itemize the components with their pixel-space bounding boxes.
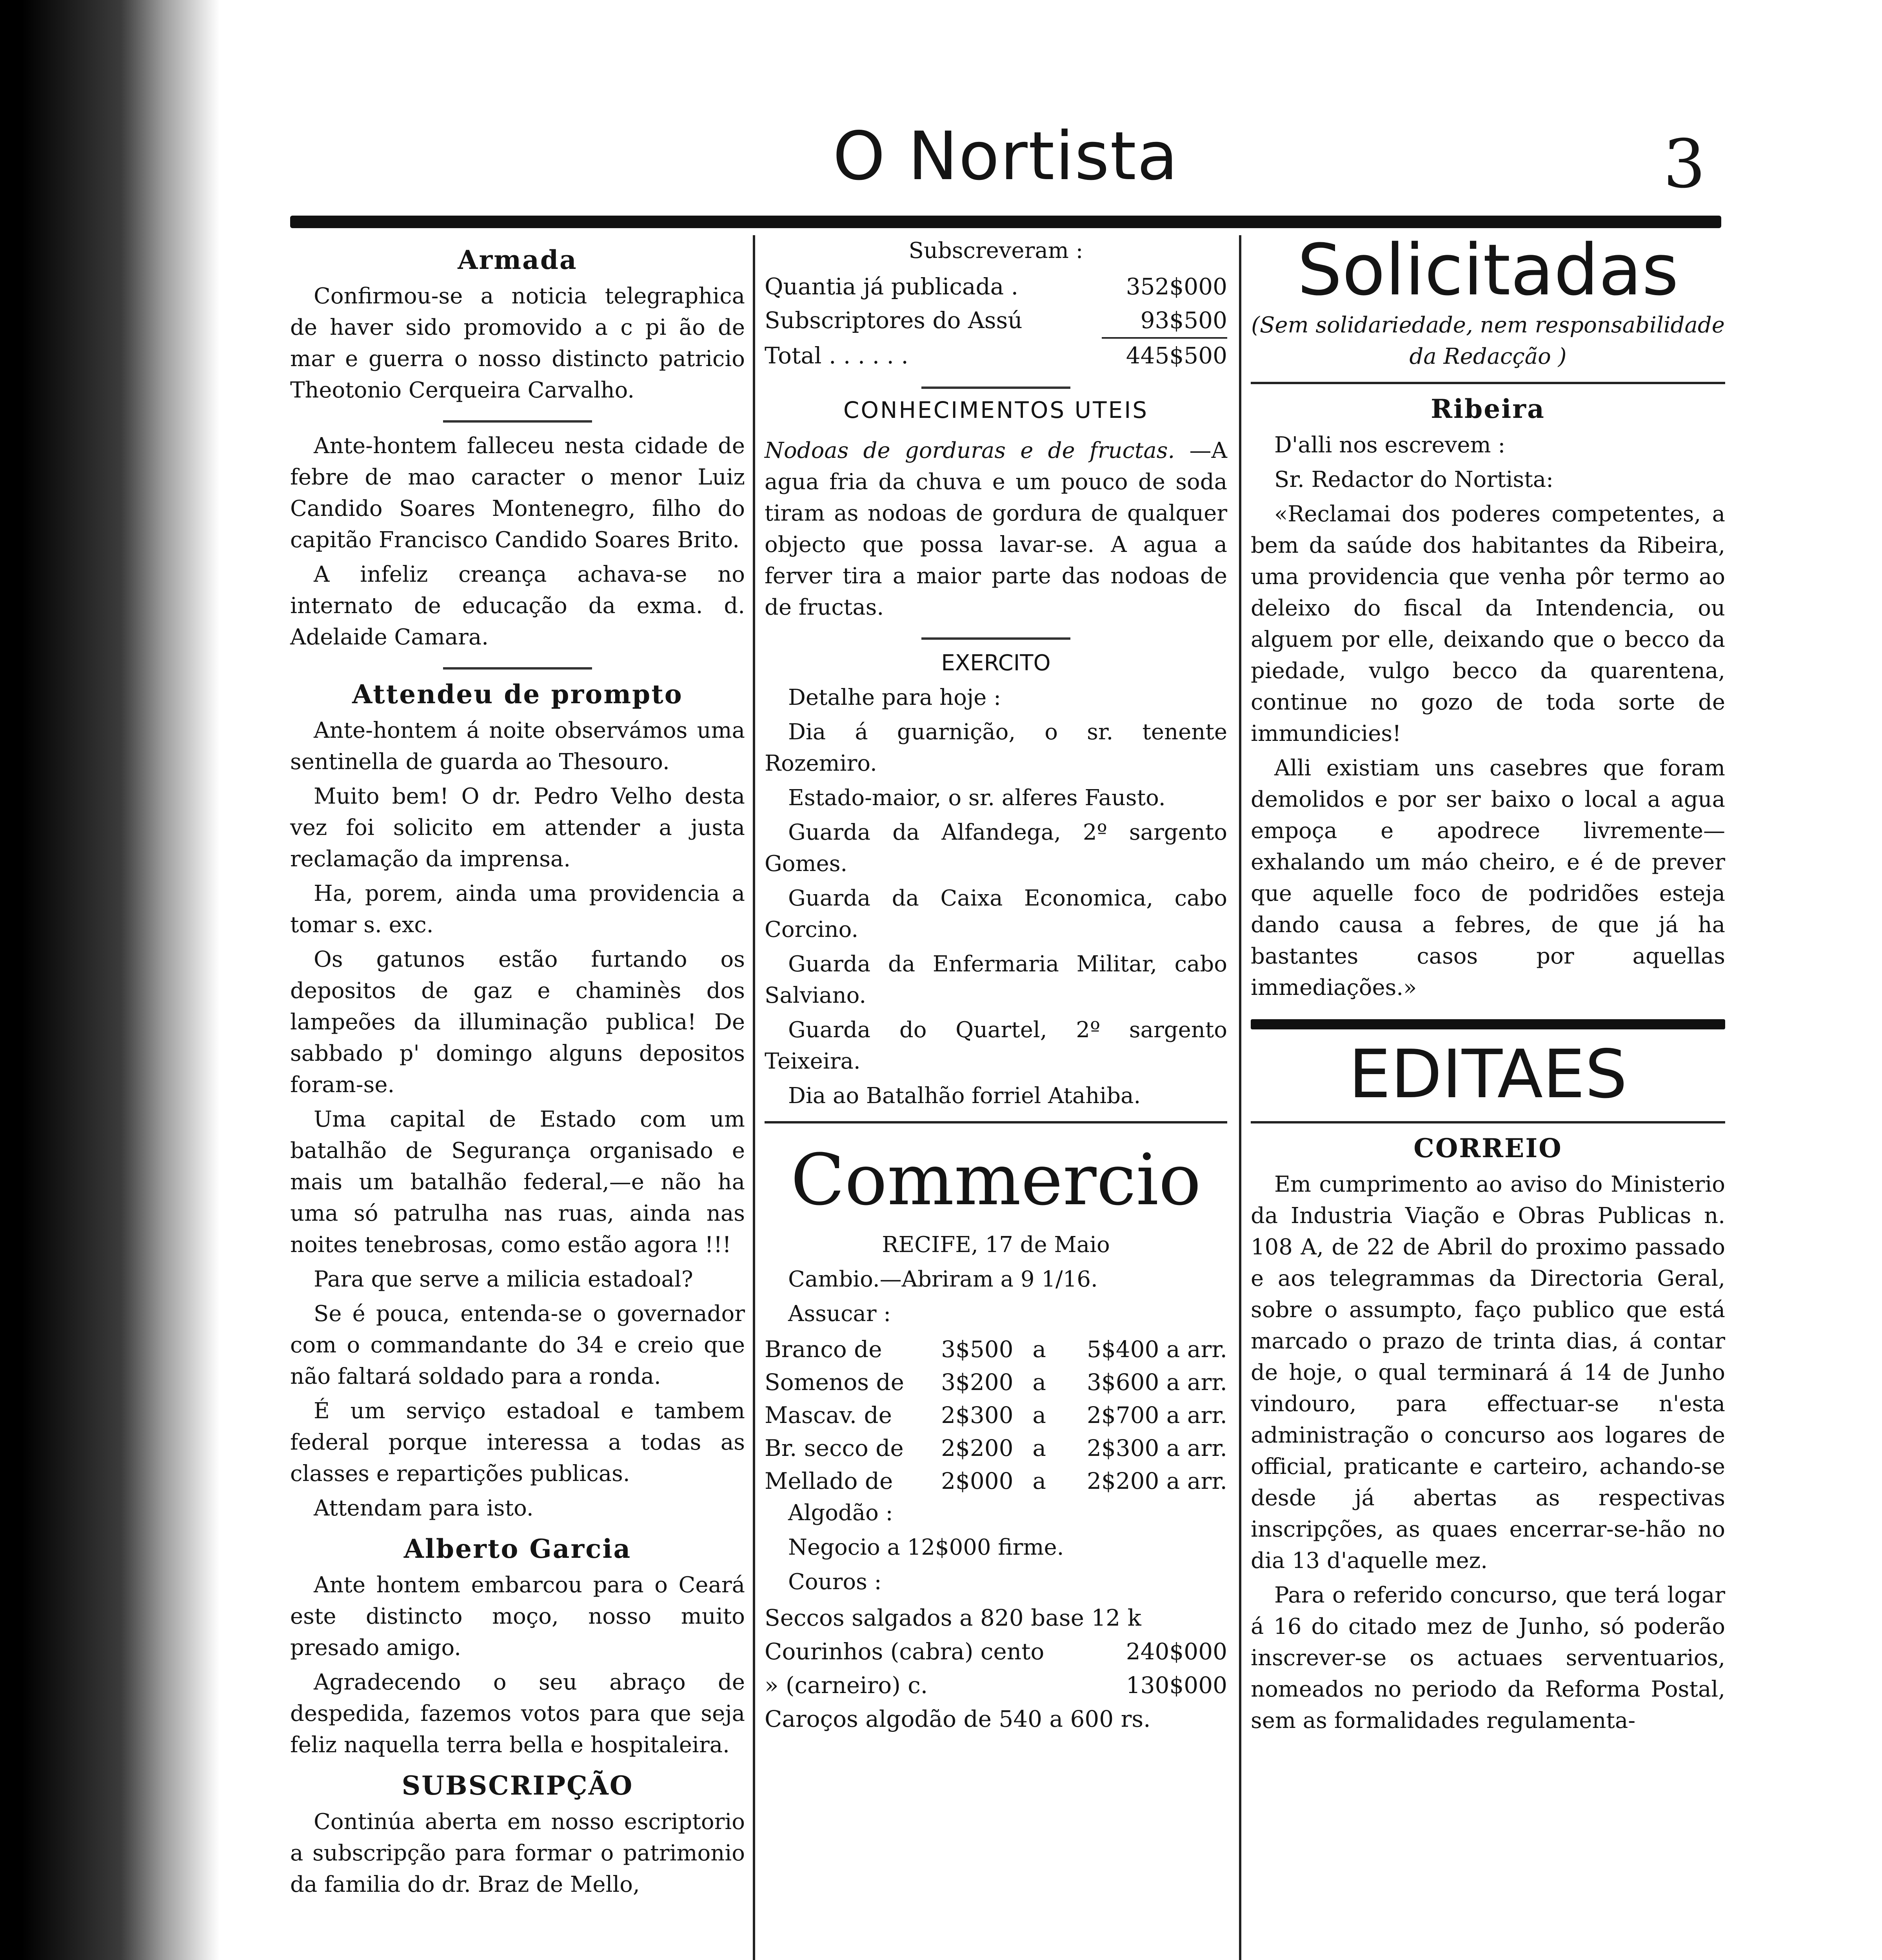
list-item: Guarda do Quartel, 2º sargento Teixeira. <box>765 1017 1227 1074</box>
table-cell: 2$200 a arr. <box>1086 1468 1227 1494</box>
separator <box>1251 1121 1725 1123</box>
article-paragraph: «Reclamai dos poderes competentes, a bem da saúde dos habitantes da Ribeira, uma providencia que venha pôr termo ao deleixo do fiscal da Intendencia, ou alguem por elle, deixando que o becco da piedade, vulgo becco da quarentena, continue no gozo de toda sorte de immundicies! <box>1251 501 1725 746</box>
article-paragraph: Muito bem! O dr. Pedro Velho desta vez foi solicito em attender a justa reclamação da imprensa. <box>290 784 745 872</box>
table-cell: a <box>1032 1402 1046 1428</box>
table-cell: Mascav. de <box>765 1402 892 1428</box>
table-row <box>765 1432 1227 1465</box>
column-right <box>1251 229 1725 1740</box>
row-label: Subscriptores do Assú <box>765 307 1023 334</box>
table-cell: 3$500 <box>941 1336 1014 1363</box>
leather-row <box>765 1668 1227 1702</box>
table-cell: Branco de <box>765 1336 882 1363</box>
table-cell: a <box>1032 1468 1046 1494</box>
total-label: Total . . . . . . <box>765 342 908 369</box>
article-paragraph: Sr. Redactor do Nortista: <box>1274 467 1554 492</box>
article-paragraph: A infeliz creança achava-se no internato de educação da exma. d. Adelaide Camara. <box>290 562 745 650</box>
article-paragraph: Ha, porem, ainda uma providencia a tomar s. exc. <box>290 881 745 938</box>
separator <box>1251 382 1725 384</box>
row-amount: 93$500 <box>1140 307 1227 334</box>
article-heading: SUBSCRIPÇÃO <box>401 1770 634 1801</box>
article-paragraph: Alli existiam uns casebres que foram demolidos e por ser baixo o local a agua empoça e apodrece livremente—exhalando um máo cheiro, e é de prever que aquelle foco de podridões esteja dando causa a febres, de que já ha bastantes casos por aquellas immediações.» <box>1251 755 1725 1000</box>
table-cell: Somenos de <box>765 1369 904 1396</box>
article-paragraph: Ante hontem embarcou para o Ceará este distincto moço, nosso muito presado amigo. <box>290 1572 745 1661</box>
table-cell: 3$200 <box>941 1369 1014 1396</box>
article-paragraph: Para que serve a milicia estadoal? <box>314 1267 693 1292</box>
section-title: Solicitadas <box>1297 229 1679 311</box>
place-date: RECIFE, 17 de Maio <box>882 1232 1110 1258</box>
leather-row <box>765 1601 1227 1635</box>
table-cell: 2$300 <box>941 1402 1014 1428</box>
page-number: 3 <box>1663 125 1706 203</box>
article-heading: Attendeu de prompto <box>352 679 683 710</box>
row-amount: 130$000 <box>1126 1672 1227 1699</box>
article-heading: Ribeira <box>1431 394 1545 424</box>
article-paragraph: Para o referido concurso, que terá logar á 16 do citado mez de Junho, só poderão inscrever-se os actuaes serventuarios, nomeados no periodo da Reforma Postal, sem as formalidades regulamenta- <box>1251 1583 1725 1733</box>
section-subtitle: (Sem solidariedade, nem responsabilidade da Redacção ) <box>1251 312 1725 369</box>
article-paragraph <box>765 435 1227 623</box>
subscription-row <box>765 303 1227 337</box>
table-row <box>765 1399 1227 1432</box>
subsection-label: Couros : <box>788 1569 882 1595</box>
article-paragraph: Attendam para isto. <box>314 1495 534 1521</box>
article-paragraph: Os gatunos estão furtando os depositos de gaz e chaminès dos lampeões da illuminação publica! De sabbado p' domingo alguns depositos foram-se. <box>290 947 745 1098</box>
table-cell: 2$700 a arr. <box>1086 1402 1227 1428</box>
separator <box>765 1121 1227 1123</box>
list-item: Guarda da Enfermaria Militar, cabo Salviano. <box>765 951 1227 1008</box>
masthead-rule <box>290 216 1721 228</box>
table-cell: 5$400 a arr. <box>1086 1336 1227 1363</box>
table-cell: 2$000 <box>941 1468 1014 1494</box>
list-item: Guarda da Alfandega, 2º sargento Gomes. <box>765 820 1227 877</box>
list-item: Guarda da Caixa Economica, cabo Corcino. <box>765 886 1227 942</box>
article-heading: Armada <box>458 245 578 275</box>
table-cell: a <box>1032 1336 1046 1363</box>
table-cell: Br. secco de <box>765 1435 904 1461</box>
leather-row <box>765 1635 1227 1668</box>
article-paragraph: Continúa aberta em nosso escriptorio a subscripção para formar o patrimonio da familia do dr. Braz de Mello, <box>290 1809 745 1897</box>
article-text: —A agua fria da chuva e um pouco de soda tiram as nodoas de gordura de qualquer objecto que possa lavar-se. A agua a ferver tira a maior parte das nodoas de de fructas. <box>765 438 1227 620</box>
table-row <box>765 1366 1227 1399</box>
leather-row <box>765 1702 1227 1736</box>
list-item: Dia á guarnição, o sr. tenente Rozemiro. <box>765 719 1227 776</box>
sugar-price-table <box>765 1333 1227 1497</box>
table-cell: a <box>1032 1435 1046 1461</box>
separator <box>443 420 592 423</box>
article-heading: Alberto Garcia <box>403 1534 632 1564</box>
separator <box>443 667 592 670</box>
article-paragraph: Agradecendo o seu abraço de despedida, fazemos votos para que seja feliz naquella terra bella e hospitaleira. <box>290 1670 745 1758</box>
column-divider <box>1239 235 1241 1960</box>
column-middle <box>765 235 1227 1736</box>
article-paragraph: Em cumprimento ao aviso do Ministerio da Industria Viação e Obras Publicas n. 108 A, de 22 de Abril do proximo passado e aos telegrammas da Directoria Geral, sobre o assumpto, faço publico que está marcado o prazo de trinta dias, á contar de hoje, o qual terminará á 14 de Junho vindouro, para effectuar-se n'esta administração o concurso aos logares de official, praticante e carteiro, achando-se desde já abertas as respectivas inscripções, as quaes encerrar-se-hão no dia 13 d'aquelle mez. <box>1251 1172 1725 1573</box>
table-row <box>765 1333 1227 1366</box>
section-heading: EXERCITO <box>941 650 1051 676</box>
row-label: Courinhos (cabra) cento <box>765 1638 1045 1665</box>
article-paragraph: Confirmou-se a noticia telegraphica de haver sido promovido a c pi ão de mar e guerra o nosso distincto patricio Theotonio Cerqueira Carvalho. <box>290 283 745 403</box>
list-item: Dia ao Batalhão forriel Atahiba. <box>788 1083 1141 1109</box>
separator <box>921 387 1070 389</box>
article-paragraph: Detalhe para hoje : <box>788 685 1001 710</box>
column-left <box>290 235 745 1904</box>
section-heading: CONHECIMENTOS UTEIS <box>843 397 1149 423</box>
article-paragraph: Se é pouca, entenda-se o governador com o commandante do 34 e creio que não faltará soldado para a ronda. <box>290 1301 745 1389</box>
section-rule <box>1251 1019 1725 1029</box>
subsection-label: Algodão : <box>788 1500 893 1526</box>
article-paragraph: Ante-hontem á noite observámos uma sentinella de guarda ao Thesouro. <box>290 718 745 775</box>
table-cell: 2$300 a arr. <box>1086 1435 1227 1461</box>
table-cell: 2$200 <box>941 1435 1014 1461</box>
list-item: Estado-maior, o sr. alferes Fausto. <box>788 785 1166 811</box>
column-divider <box>753 235 755 1960</box>
section-title: Commercio <box>790 1139 1201 1221</box>
subsection-label: Assucar : <box>788 1301 891 1327</box>
article-paragraph: Negocio a 12$000 firme. <box>788 1535 1064 1560</box>
row-amount: 352$000 <box>1126 273 1227 300</box>
table-row <box>765 1465 1227 1497</box>
article-paragraph: É um serviço estadoal e tambem federal porque interessa a todas as classes e repartições publicas. <box>290 1398 745 1486</box>
total-amount: 445$500 <box>1126 342 1227 369</box>
exchange-rate: Cambio.—Abriram a 9 1/16. <box>788 1267 1098 1292</box>
article-paragraph: Ante-hontem falleceu nesta cidade de febre de mao caracter o menor Luiz Candido Soares Montenegro, filho do capitão Francisco Candido Soares Brito. <box>290 433 745 553</box>
row-label: » (carneiro) c. <box>765 1672 928 1699</box>
section-title: EDITAES <box>1348 1036 1628 1113</box>
row-label: Seccos salgados a 820 base 12 k <box>765 1604 1141 1631</box>
article-title: Nodoas de gorduras e de fructas. <box>765 438 1175 463</box>
row-label: Quantia já publicada . <box>765 273 1019 300</box>
masthead <box>290 118 1721 204</box>
row-amount: 240$000 <box>1126 1638 1227 1665</box>
row-label: Caroços algodão de 540 a 600 rs. <box>765 1706 1151 1732</box>
separator <box>921 637 1070 640</box>
table-cell: Mellado de <box>765 1468 893 1494</box>
subscription-label: Subscreveram : <box>908 238 1083 263</box>
subscription-total <box>765 339 1227 372</box>
article-heading: CORREIO <box>1413 1133 1562 1163</box>
article-paragraph: Uma capital de Estado com um batalhão de Segurança organisado e mais um batalhão federal,—e não ha uma só patrulha nas ruas, ainda nas noites tenebrosas, como estão agora !!! <box>290 1107 745 1258</box>
article-paragraph: D'alli nos escrevem : <box>1274 432 1506 458</box>
subscription-row <box>765 270 1227 303</box>
table-cell: a <box>1032 1369 1046 1396</box>
newspaper-title: O Nortista <box>832 118 1179 195</box>
table-cell: 3$600 a arr. <box>1086 1369 1227 1396</box>
scan-edge-smudge <box>0 0 220 1960</box>
